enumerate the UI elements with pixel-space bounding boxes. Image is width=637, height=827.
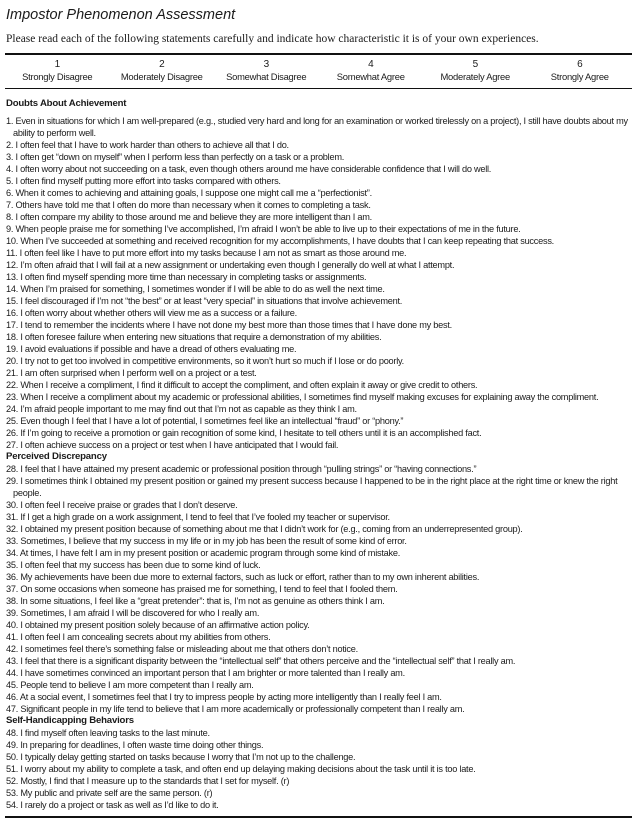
- question-item-5: 5. I often find myself putting more effort into tasks compared with others.: [6, 176, 281, 186]
- question-item-45: 45. People tend to believe I am more competent than I really am.: [6, 680, 254, 690]
- question-item-48: 48. I find myself often leaving tasks to the last minute.: [6, 728, 210, 738]
- question-item-26: 26. If I’m going to receive a promotion or gain recognition of some kind, I hesitate to tell others until it is an accomplished fact.: [6, 428, 482, 438]
- question-item-13: 13. I often find myself spending more time than necessary in completing tasks or assignments.: [6, 272, 367, 282]
- question-item-22: 22. When I receive a compliment, I find it difficult to accept the compliment, and often explain it away or give credit to others.: [6, 380, 478, 390]
- question-item-38: 38. In some situations, I feel like a “great pretender”: that is, I’m not as genuine as others think I am.: [6, 596, 385, 606]
- scale-value: 5: [472, 59, 478, 70]
- scale-label: Strongly Agree: [550, 71, 609, 82]
- question-item-42: 42. I sometimes feel there’s something false or misleading about me that others don’t notice.: [6, 644, 358, 654]
- scale-option-3: [214, 59, 319, 82]
- question-item-19: 19. I avoid evaluations if possible and have a dread of others evaluating me.: [6, 344, 297, 354]
- question-item-16: 16. I often worry about whether others will view me as a success or a failure.: [6, 308, 297, 318]
- question-item-29: 29. I sometimes think I obtained my present position or gained my present success because I happened to be in the right place at the right time or knew the right people.: [6, 476, 618, 498]
- section-heading: Self-Handicapping Behaviors: [6, 715, 134, 726]
- question-item-40: 40. I obtained my present position solely because of an affirmative action policy.: [6, 620, 310, 630]
- section-doubts-about-achievement: [6, 98, 632, 451]
- question-item-35: 35. I often feel that my success has been due to some kind of luck.: [6, 560, 261, 570]
- question-item-8: 8. I often compare my ability to those around me and believe they are more intelligent than I am.: [6, 212, 372, 222]
- question-item-28: 28. I feel that I have attained my present academic or professional position through “pulling strings” or “having connections.”: [6, 464, 477, 474]
- question-item-12: 12. I’m often afraid that I will fail at a new assignment or undertaking even though I generally do well at what I attempt.: [6, 260, 455, 270]
- question-item-27: 27. I often achieve success on a project or test when I have anticipated that I would fail.: [6, 440, 339, 450]
- question-item-18: 18. I often foresee failure when entering new situations that require a demonstration of my abilities.: [6, 332, 382, 342]
- scale-label: Moderately Agree: [440, 71, 510, 82]
- instructions-text: Please read each of the following statements carefully and indicate how characteristic it is of your own experiences.: [6, 33, 539, 45]
- question-item-4: 4. I often worry about not succeeding on a task, even though others around me have considerable confidence that I will do well.: [6, 164, 492, 174]
- section-heading: Doubts About Achievement: [6, 98, 127, 109]
- question-item-54: 54. I rarely do a project or task as well as I’d like to do it.: [6, 800, 219, 810]
- question-item-6: 6. When it comes to achieving and attaining goals, I suppose one might call me a “perfectionist”.: [6, 188, 372, 198]
- scale-option-2: [110, 59, 215, 82]
- scale-value: 2: [159, 59, 165, 70]
- rating-scale-table: [5, 53, 632, 89]
- question-item-32: 32. I obtained my present position because of something about me that I didn’t work for (e.g., coming from an underrepresented group).: [6, 524, 523, 534]
- question-item-14: 14. When I’m praised for something, I sometimes wonder if I will be able to do as well the next time.: [6, 284, 385, 294]
- question-item-20: 20. I try not to get too involved in competitive environments, so it won’t hurt so much if I lose or do poorly.: [6, 356, 404, 366]
- question-item-46: 46. At a social event, I sometimes feel that I try to impress people by acting more intelligently than I really feel I am.: [6, 692, 442, 702]
- question-item-37: 37. On some occasions when someone has praised me for something, I tend to feel that I fooled them.: [6, 584, 398, 594]
- questionnaire-body: [6, 98, 632, 811]
- scale-value: 4: [368, 59, 374, 70]
- scale-value: 3: [263, 59, 269, 70]
- question-item-15: 15. I feel discouraged if I’m not “the best” or at least “very special” in situations that involve achievement.: [6, 296, 403, 306]
- page-title: Impostor Phenomenon Assessment: [6, 7, 236, 23]
- scale-label: Somewhat Agree: [336, 71, 405, 82]
- scale-label: Somewhat Disagree: [226, 71, 307, 82]
- question-item-21: 21. I am often surprised when I perform well on a project or a test.: [6, 368, 257, 378]
- question-item-51: 51. I worry about my ability to complete a task, and often end up delaying making decisions about the task until it is too late.: [6, 764, 476, 774]
- question-item-1: 1. Even in situations for which I am well-prepared (e.g., studied very hard and long for an examination or worked tirelessly on a project), I still have doubts about my ability to perform well.: [6, 116, 628, 138]
- question-item-39: 39. Sometimes, I am afraid I will be discovered for who I really am.: [6, 608, 260, 618]
- question-item-24: 24. I’m afraid people important to me may find out that I’m not as capable as they think I am.: [6, 404, 357, 414]
- question-item-36: 36. My achievements have been due more to external factors, such as luck or effort, rather than to my own inherent abilities.: [6, 572, 480, 582]
- scale-value: 6: [577, 59, 583, 70]
- section-perceived-discrepancy: [6, 451, 632, 715]
- question-item-10: 10. When I’ve succeeded at something and received recognition for my accomplishments, I have doubts that I can keep repeating that success.: [6, 236, 554, 246]
- question-item-43: 43. I feel that there is a significant disparity between the “intellectual self” that others perceive and the “intellectual self” that I really am.: [6, 656, 516, 666]
- question-item-41: 41. I often feel I am concealing secrets about my abilities from others.: [6, 632, 271, 642]
- question-item-33: 33. Sometimes, I believe that my success in my life or in my job has been the result of some kind of error.: [6, 536, 407, 546]
- question-item-11: 11. I often feel like I have to put more effort into my tasks because I am not as smart as those around me.: [6, 248, 407, 258]
- question-item-52: 52. Mostly, I find that I measure up to the standards that I set for myself. (r): [6, 776, 290, 786]
- section-self-handicapping-behaviors: [6, 715, 632, 811]
- scale-option-6: [528, 59, 633, 82]
- scale-option-1: [5, 59, 110, 82]
- scale-option-4: [319, 59, 424, 82]
- scale-label: Moderately Disagree: [120, 71, 203, 82]
- question-item-3: 3. I often get “down on myself” when I perform less than perfectly on a task or a problem.: [6, 152, 345, 162]
- question-item-25: 25. Even though I feel that I have a lot of potential, I sometimes feel like an intellectual “fraud” or “phony.”: [6, 416, 404, 426]
- question-item-23: 23. When I receive a compliment about my academic or professional abilities, I sometimes find myself making excuses for explaining away the compliment.: [6, 392, 599, 402]
- question-item-34: 34. At times, I have felt I am in my present position or academic program through some kind of mistake.: [6, 548, 401, 558]
- question-item-17: 17. I tend to remember the incidents where I have not done my best more than those times that I have done my best.: [6, 320, 452, 330]
- section-heading: Perceived Discrepancy: [6, 451, 107, 462]
- question-item-2: 2. I often feel that I have to work harder than others to achieve all that I do.: [6, 140, 289, 150]
- question-item-47: 47. Significant people in my life tend to believe that I am more academically or professionally competent than I really am.: [6, 704, 465, 714]
- question-item-53: 53. My public and private self are the same person. (r): [6, 788, 213, 798]
- question-item-9: 9. When people praise me for something I’ve accomplished, I’m afraid I won’t be able to live up to their expectations of me in the future.: [6, 224, 521, 234]
- scale-value: 1: [54, 59, 60, 70]
- question-item-31: 31. If I get a high grade on a work assignment, I tend to feel that I’ve fooled my teacher or supervisor.: [6, 512, 390, 522]
- question-item-50: 50. I typically delay getting started on tasks because I worry that I’m not up to the challenge.: [6, 752, 356, 762]
- question-item-30: 30. I often feel I receive praise or grades that I don’t deserve.: [6, 500, 238, 510]
- question-item-7: 7. Others have told me that I often do more than necessary when it comes to completing a task.: [6, 200, 371, 210]
- scale-option-5: [423, 59, 528, 82]
- bottom-rule: [5, 816, 632, 818]
- question-item-49: 49. In preparing for deadlines, I often waste time doing other things.: [6, 740, 264, 750]
- scale-label: Strongly Disagree: [22, 71, 93, 82]
- question-item-44: 44. I have sometimes convinced an important person that I am brighter or more talented than I really am.: [6, 668, 405, 678]
